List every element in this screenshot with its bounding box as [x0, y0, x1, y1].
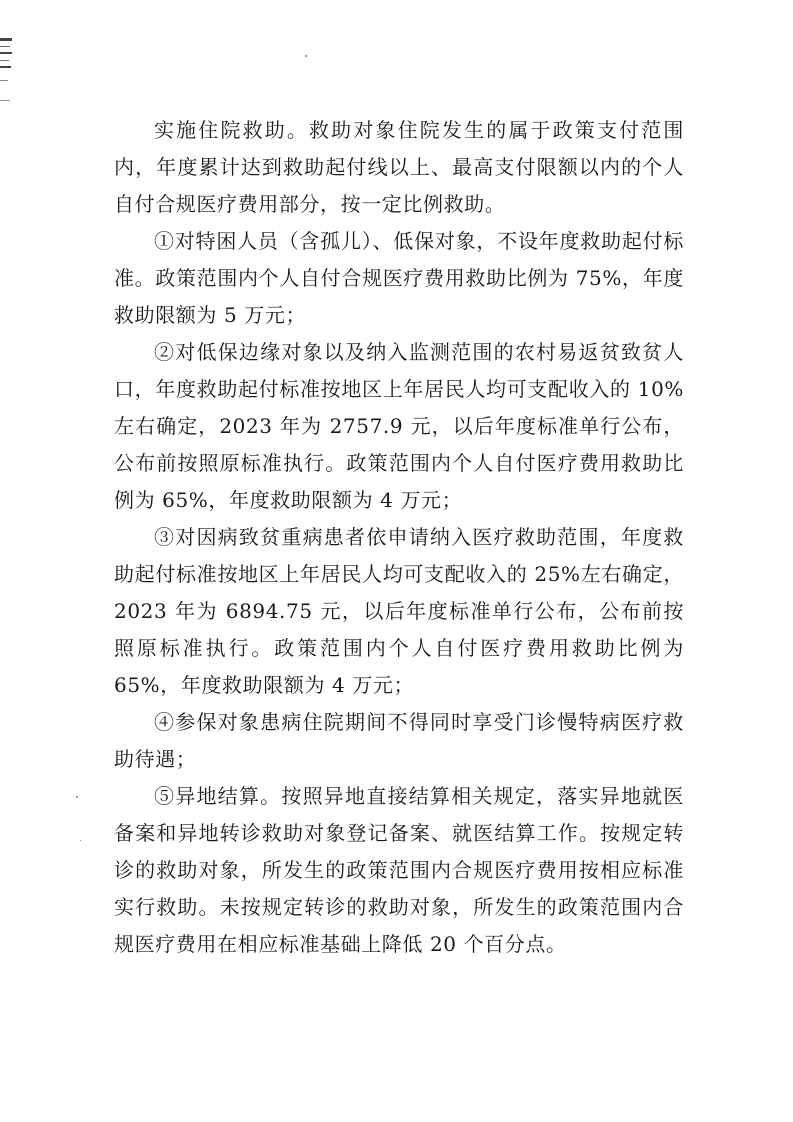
scan-edge-mark	[0, 60, 9, 61]
scan-edge-mark	[0, 46, 10, 47]
paragraph-inpatient-assistance: 实施住院救助。救助对象住院发生的属于政策支付范围内，年度累计达到救助起付线以上、最高支付限额以内的个人自付合规医疗费用部分，按一定比例救助。	[114, 118, 684, 216]
scan-edge-mark	[0, 52, 12, 54]
paragraph-item-5: ⑤异地结算。按照异地直接结算相关规定，落实异地就医备案和异地转诊救助对象登记备案、就医结算工作。按规定转诊的救助对象，所发生的政策范围内合规医疗费用按相应标准实行救助。未按规定转诊的救助对象，所发生的政策范围内合规医疗费用在相应标准基础上降低 20 个百分点。	[114, 784, 684, 956]
scan-speck	[76, 796, 78, 798]
paragraph-item-1: ①对特困人员（含孤儿）、低保对象，不设年度救助起付标准。政策范围内个人自付合规医疗费用救助比例为 75%，年度救助限额为 5 万元；	[114, 229, 684, 327]
scan-edge-mark	[0, 38, 12, 41]
paragraph-item-3: ③对因病致贫重病患者依申请纳入医疗救助范围，年度救助起付标准按地区上年居民人均可支配收入的 25%左右确定，2023 年为 6894.75 元，以后年度标准单行公布，公布前按照原标准执行。政策范围内个人自付医疗费用救助比例为 65%，年度救助限额为 4 万元；	[114, 525, 684, 697]
paragraph-item-2: ②对低保边缘对象以及纳入监测范围的农村易返贫致贫人口，年度救助起付标准按地区上年居民人均可支配收入的 10%左右确定，2023 年为 2757.9 元，以后年度标准单行公布，公布前按照原标准执行。政策范围内个人自付医疗费用救助比例为 65%，年度救助限额为 4 万元；	[114, 340, 684, 512]
scan-edge-mark	[0, 100, 10, 101]
scan-edge-mark	[0, 66, 11, 68]
document-body	[114, 112, 684, 963]
scan-speck	[305, 55, 307, 57]
scan-speck	[80, 840, 81, 841]
scan-edge-mark	[0, 80, 8, 81]
paragraph-item-4: ④参保对象患病住院期间不得同时享受门诊慢特病医疗救助待遇；	[114, 710, 684, 771]
